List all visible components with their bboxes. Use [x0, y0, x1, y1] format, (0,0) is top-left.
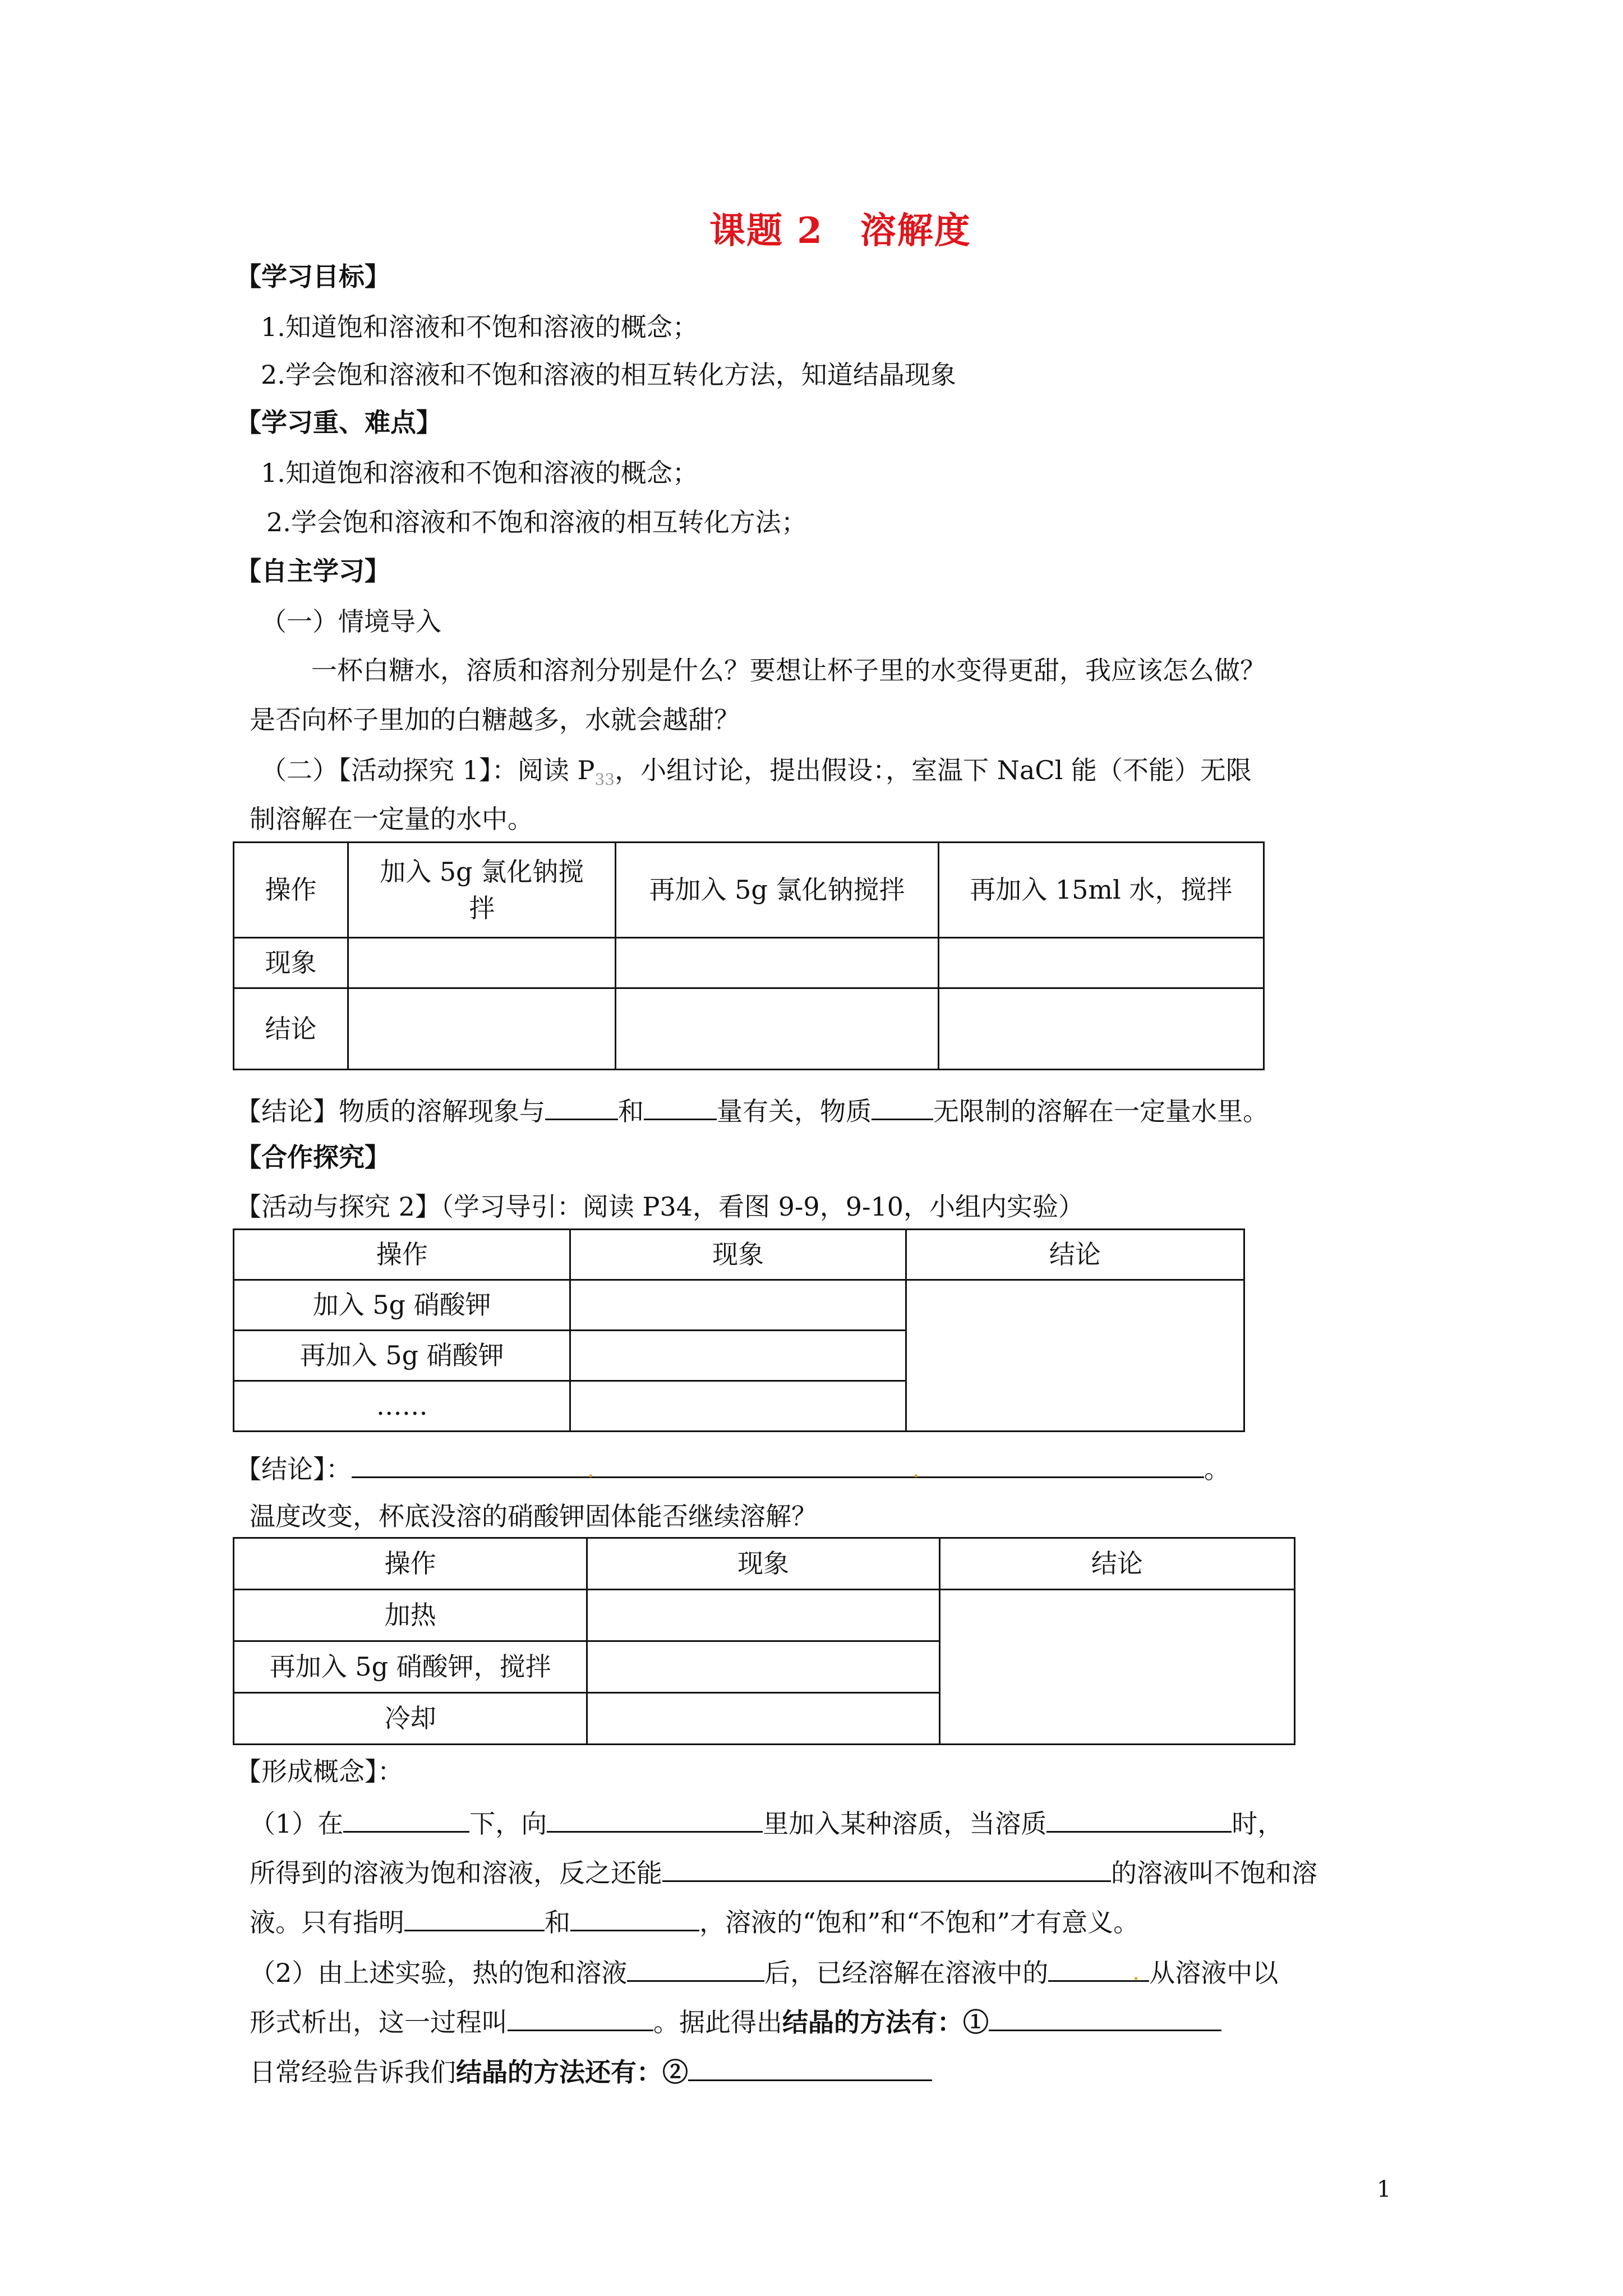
blank[interactable] [508, 2006, 653, 2031]
table2-row-3: …… [234, 1381, 570, 1432]
blank[interactable] [352, 1453, 1204, 1483]
objective-2: 2.学会饱和溶液和不饱和溶液的相互转化方法，知道结晶现象 [261, 360, 956, 390]
blank[interactable] [627, 1957, 764, 1982]
table-cell[interactable] [906, 1280, 1244, 1432]
page-subscript: 33 [594, 770, 615, 789]
conclusion-1-text-a: 【结论】物质的溶解现象与 [236, 1096, 545, 1126]
concept-1-line-1 [250, 1807, 1283, 1837]
table1-col-1-line-2: 拌 [469, 892, 495, 923]
section-cooperation: 【合作探究】 [236, 1142, 390, 1172]
concept-1-text-g: 液。只有指明 [250, 1907, 404, 1938]
table2-header-conclusion: 结论 [906, 1230, 1244, 1280]
concept-1-text-f: 的溶液叫不饱和溶 [1111, 1858, 1317, 1888]
activity-1-line-2: 制溶解在一定量的水中。 [250, 804, 533, 834]
temperature-question: 温度改变，杯底没溶的硝酸钾固体能否继续溶解？ [250, 1501, 817, 1531]
concept-1-text-e: 所得到的溶液为饱和溶液，反之还能 [250, 1858, 662, 1888]
table-temperature [233, 1537, 1295, 1745]
concept-1-text-a: （1）在 [250, 1809, 344, 1839]
concept-1-text-i: ，溶液的“饱和”和“不饱和”才有意义。 [699, 1907, 1140, 1938]
table1-row-op: 操作 [234, 843, 348, 938]
section-keypoints: 【学习重、难点】 [236, 407, 442, 438]
mark-dot: . [1132, 1959, 1140, 1985]
blank[interactable] [343, 1807, 469, 1833]
section-self-study: 【自主学习】 [236, 556, 390, 586]
concept-1-text-h: 和 [545, 1907, 570, 1938]
table3-row-1: 加热 [234, 1590, 587, 1641]
conclusion-2-label: 【结论】： [236, 1454, 352, 1484]
table3-header-op: 操作 [234, 1538, 587, 1590]
table1-row-conclusion: 结论 [234, 988, 348, 1070]
table-cell[interactable] [348, 938, 616, 988]
table1-col-1-line-1: 加入 5g 氯化钠搅 [380, 857, 584, 887]
blank[interactable] [1046, 1807, 1232, 1833]
table-cell[interactable] [587, 1641, 939, 1693]
table-cell[interactable] [587, 1693, 939, 1745]
blank[interactable] [872, 1095, 933, 1120]
objective-1: 1.知道饱和溶液和不饱和溶液的概念； [261, 312, 698, 342]
concept-2-line-2 [250, 2006, 1221, 2035]
table-cell[interactable] [616, 988, 938, 1070]
keypoint-1: 1.知道饱和溶液和不饱和溶液的概念； [261, 458, 698, 488]
concept-2-text-a: （2）由上述实验，热的饱和溶液 [250, 1958, 628, 1988]
table1-col-1 [348, 843, 616, 938]
concept-2-line-1 [250, 1957, 1278, 1986]
mark-dot: . [912, 1457, 920, 1483]
concept-3-text-b: 结晶的方法还有：② [456, 2057, 688, 2087]
table-cell[interactable] [570, 1381, 906, 1432]
section-objectives: 【学习目标】 [236, 261, 390, 292]
conclusion-2-end: 。 [1204, 1454, 1230, 1484]
table1-row-phenomenon: 现象 [234, 938, 348, 988]
table-cell[interactable] [570, 1280, 906, 1331]
table2-row-2: 再加入 5g 硝酸钾 [234, 1331, 570, 1381]
concept-1-text-d: 时， [1232, 1809, 1284, 1839]
blank[interactable] [545, 1095, 618, 1120]
concept-1-line-3 [250, 1906, 1140, 1938]
table-cell[interactable] [938, 938, 1264, 988]
intro-heading: （一）情境导入 [261, 606, 441, 637]
table-activity-2 [233, 1228, 1245, 1432]
concept-2-text-f: 结晶的方法有：① [782, 2007, 989, 2037]
intro-paragraph-1: 一杯白糖水，溶质和溶剂分别是什么？要想让杯子里的水变得更甜，我应该怎么做？ [311, 655, 1266, 685]
table-cell[interactable] [939, 1590, 1294, 1745]
table3-header-phenomenon: 现象 [587, 1538, 939, 1590]
concept-2-text-d: 形式析出，这一过程叫 [250, 2007, 508, 2037]
table1-col-2: 再加入 5g 氯化钠搅拌 [616, 843, 938, 938]
blank[interactable] [989, 2006, 1221, 2031]
page-number: 1 [1377, 2177, 1391, 2202]
conclusion-1-text-d: 无限制的溶解在一定量水里。 [933, 1096, 1269, 1126]
concept-1-text-b: 下，向 [469, 1809, 547, 1839]
activity-1-text-a: （二）【活动探究 1】：阅读 P [261, 755, 595, 785]
concept-3-text-a: 日常经验告诉我们 [250, 2057, 456, 2087]
page-title: 课题 2 溶解度 [709, 210, 971, 252]
table2-row-1: 加入 5g 硝酸钾 [234, 1280, 570, 1331]
conclusion-1-text-c: 量有关，物质 [717, 1096, 872, 1126]
table-activity-1 [233, 841, 1265, 1070]
table2-header-op: 操作 [234, 1230, 570, 1280]
blank[interactable] [1048, 1957, 1149, 1985]
mark-dot: . [587, 1457, 594, 1483]
table-cell[interactable] [570, 1331, 906, 1381]
activity-1-line-1 [261, 757, 1252, 788]
table3-row-2: 再加入 5g 硝酸钾，搅拌 [234, 1641, 587, 1693]
conclusion-1-text-b: 和 [618, 1096, 644, 1126]
section-concept: 【形成概念】： [236, 1756, 403, 1787]
blank[interactable] [547, 1807, 763, 1833]
conclusion-2 [236, 1453, 1230, 1482]
concept-2-text-e: 。据此得出 [653, 2007, 782, 2037]
intro-paragraph-2: 是否向杯子里加的白糖越多，水就会越甜？ [250, 705, 740, 735]
table3-row-3: 冷却 [234, 1693, 587, 1745]
concept-1-line-2 [250, 1857, 1317, 1886]
activity-2: 【活动与探究 2】（学习导引：阅读 P34，看图 9-9，9-10，小组内实验） [236, 1191, 1085, 1222]
table-cell[interactable] [616, 938, 938, 988]
table3-header-conclusion: 结论 [939, 1538, 1294, 1590]
blank[interactable] [404, 1906, 545, 1931]
concept-3-line [250, 2056, 932, 2085]
conclusion-1 [236, 1095, 1269, 1124]
concept-1-text-c: 里加入某种溶质，当溶质 [763, 1809, 1047, 1839]
table1-col-3: 再加入 15ml 水，搅拌 [938, 843, 1264, 938]
table-cell[interactable] [348, 988, 616, 1070]
blank[interactable] [688, 2056, 932, 2081]
table-cell[interactable] [587, 1590, 939, 1641]
concept-2-text-b: 后，已经溶解在溶液中的 [764, 1958, 1049, 1988]
blank[interactable] [662, 1857, 1111, 1882]
concept-2-text-c: 从溶液中以 [1149, 1958, 1279, 1988]
activity-1-text-b: ，小组讨论，提出假设：，室温下 NaCl 能（不能）无限 [615, 755, 1252, 785]
keypoint-2: 2.学会饱和溶液和不饱和溶液的相互转化方法； [266, 507, 807, 537]
blank[interactable] [644, 1095, 717, 1120]
table2-header-phenomenon: 现象 [570, 1230, 906, 1280]
table-cell[interactable] [938, 988, 1264, 1070]
blank[interactable] [570, 1906, 699, 1931]
